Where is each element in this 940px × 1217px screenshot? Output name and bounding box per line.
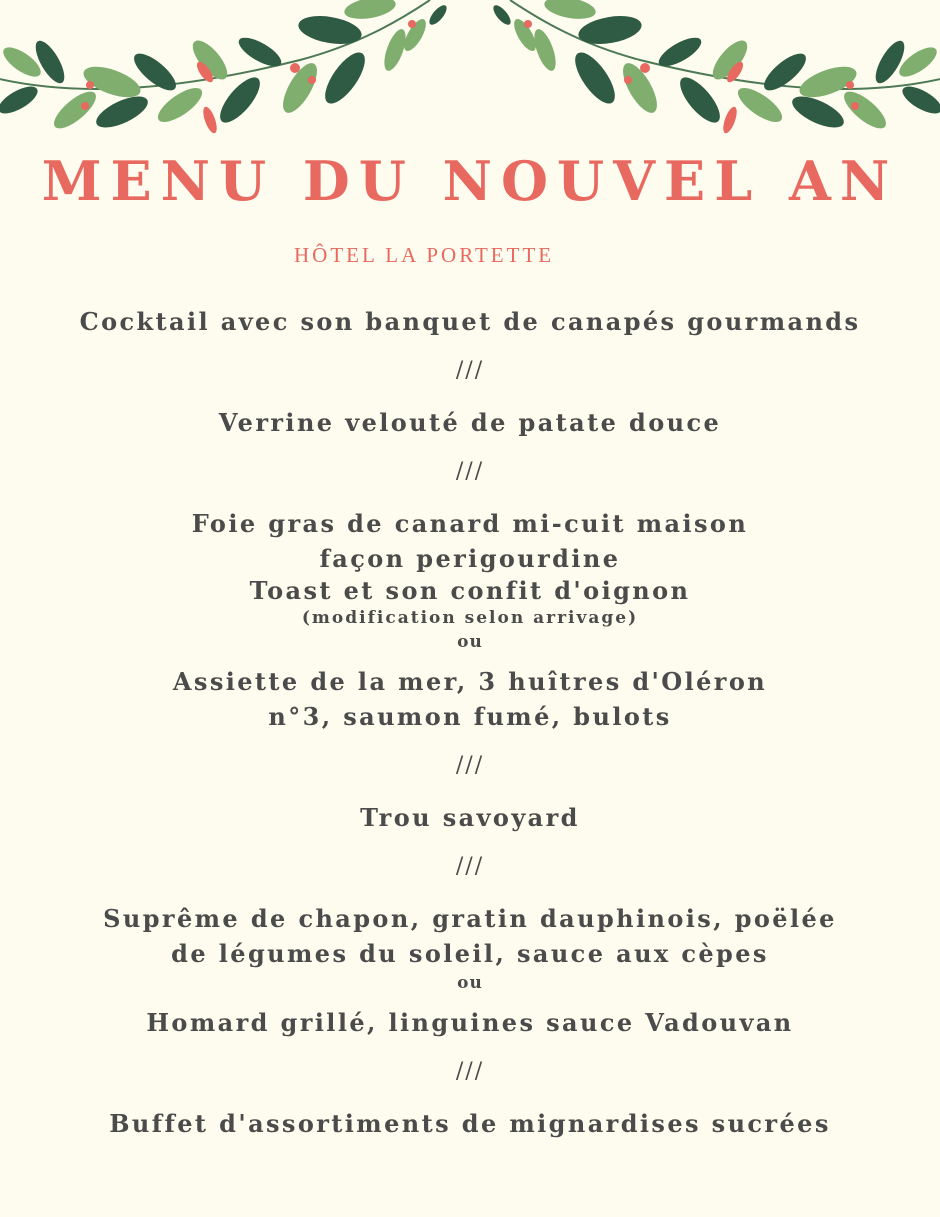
course-supreme-chapon: Suprême de chapon, gratin dauphinois, poëlée de légumes du soleil, sauce aux cèpes [103, 904, 837, 968]
separator: /// [455, 854, 485, 879]
course-buffet-dessert: Buffet d'assortiments de mignardises sucrées [109, 1109, 831, 1138]
page-title: MENU DU NOUVEL AN [41, 149, 899, 213]
course-homard: Homard grillé, linguines sauce Vadouvan [146, 1008, 794, 1037]
left-branch [0, 0, 450, 135]
separator: /// [455, 358, 485, 383]
course-foie-gras-toast: Toast et son confit d'oignon [249, 576, 691, 605]
separator: /// [455, 459, 485, 484]
separator: /// [455, 1059, 485, 1084]
course-trou-savoyard: Trou savoyard [360, 803, 580, 832]
course-cocktail: Cocktail avec son banquet de canapés gourmands [79, 307, 861, 336]
course-note: (modification selon arrivage) [301, 608, 639, 628]
course-foie-gras: Foie gras de canard mi-cuit maison façon perigourdine [191, 509, 749, 573]
or-label: ou [457, 632, 483, 652]
or-label: ou [457, 973, 483, 993]
hotel-name: HÔTEL LA PORTETTE [294, 243, 555, 267]
leaf-garland-decoration [0, 0, 940, 140]
course-assiette-mer: Assiette de la mer, 3 huîtres d'Oléron n°3, saumon fumé, bulots [172, 667, 768, 731]
menu-list [0, 304, 940, 1141]
separator: /// [455, 753, 485, 778]
right-branch [490, 0, 940, 135]
course-verrine: Verrine velouté de patate douce [218, 408, 722, 437]
